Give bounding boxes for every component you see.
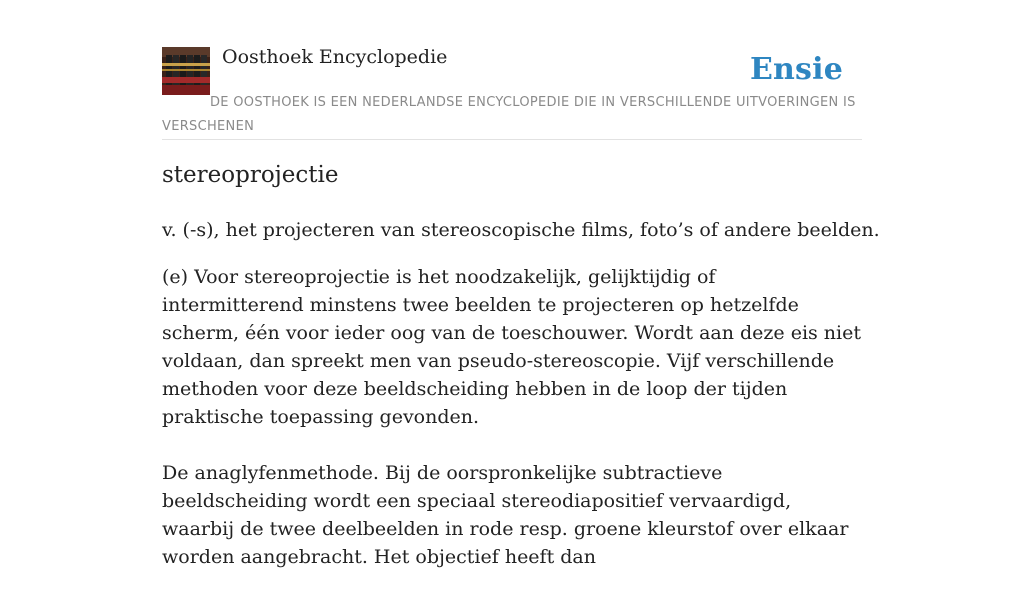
article-body [162,263,862,599]
article-definition: v. (-s), het projecteren van stereoscopische films, foto’s of andere beelden. [162,219,880,241]
site-name[interactable]: Oosthoek Encyclopedie [222,46,448,68]
article-title: stereoprojectie [162,162,339,188]
site-tagline: DE OOSTHOEK IS EEN NEDERLANDSE ENCYCLOPEDIE DIE IN VERSCHILLENDE UITVOERINGEN IS VERSCHENEN [162,95,856,134]
page-container [162,0,880,568]
site-header [162,0,862,140]
article-paragraph: De anaglyfenmethode. Bij de oorspronkelijke subtractieve beeldscheiding wordt een speciaal stereodiapositief vervaardigd, waarbij de twee deelbeelden in rode resp. groene kleurstof over elkaar worden aangebracht. Het objectief heeft dan [162,462,849,568]
brand-logo-text[interactable]: Ensie [749,52,843,87]
encyclopedia-books-icon[interactable] [162,47,210,95]
article-paragraph: (e) Voor stereoprojectie is het noodzakelijk, gelijktijdig of intermitterend minstens twee beelden te projecteren op hetzelfde scherm, één voor ieder oog van de toeschouwer. Wordt aan deze eis niet voldaan, dan spreekt men van pseudo-stereoscopie. Vijf verschillende methoden voor deze beeldscheiding hebben in de loop der tijden praktische toepassing gevonden. [162,266,862,428]
